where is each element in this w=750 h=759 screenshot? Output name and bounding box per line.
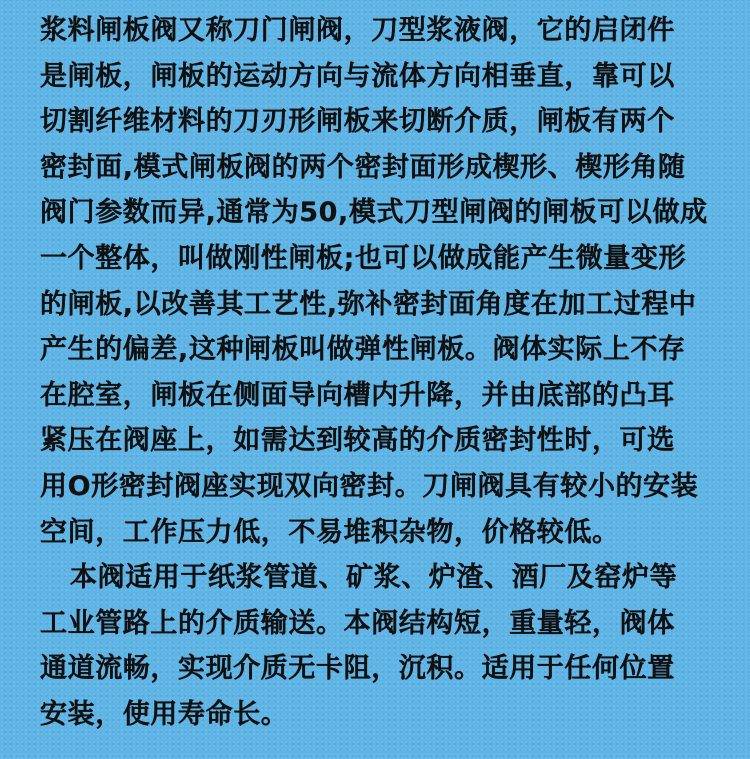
text-line: 密封面,模式闸板阀的两个密封面形成楔形、楔形角随 bbox=[40, 151, 686, 183]
text-line: 工业管路上的介质输送。本阀结构短，重量轻，阀体 bbox=[40, 607, 675, 639]
text-line: 安装，使用寿命长。 bbox=[40, 698, 289, 730]
text-line: 阀门参数而异,通常为50,模式刀型闸阀的闸板可以做成 bbox=[40, 197, 708, 229]
text-line: 在腔室，闸板在侧面导向槽内升降，并由底部的凸耳 bbox=[40, 379, 675, 411]
text-line: 切割纤维材料的刀刃形闸板来切断介质，闸板有两个 bbox=[40, 106, 675, 138]
text-line: 本阀适用于纸浆管道、矿浆、炉渣、酒厂及窑炉等 bbox=[70, 562, 678, 594]
text-line: 用O形密封阀座实现双向密封。刀闸阀具有较小的安装 bbox=[40, 470, 699, 502]
text-line: 是闸板，闸板的运动方向与流体方向相垂直，靠可以 bbox=[40, 60, 675, 92]
text-line: 一个整体，叫做刚性闸板;也可以做成能产生微量变形 bbox=[40, 242, 687, 274]
text-line: 通道流畅，实现介质无卡阻，沉积。适用于任何位置 bbox=[40, 653, 675, 685]
text-line: 空间，工作压力低，不易堆积杂物，价格较低。 bbox=[40, 516, 620, 548]
paragraph-product-description bbox=[40, 8, 730, 555]
description-text bbox=[40, 8, 730, 738]
text-line: 浆料闸板阀又称刀门闸阀，刀型浆液阀，它的启闭件 bbox=[40, 15, 675, 46]
text-line: 的闸板,以改善其工艺性,弥补密封面角度在加工过程中 bbox=[40, 288, 697, 320]
text-line: 产生的偏差,这种闸板叫做弹性闸板。阀体实际上不存 bbox=[40, 334, 686, 366]
paragraph-application bbox=[40, 555, 730, 737]
text-line: 紧压在阀座上，如需达到较高的介质密封性时，可选 bbox=[40, 425, 675, 457]
